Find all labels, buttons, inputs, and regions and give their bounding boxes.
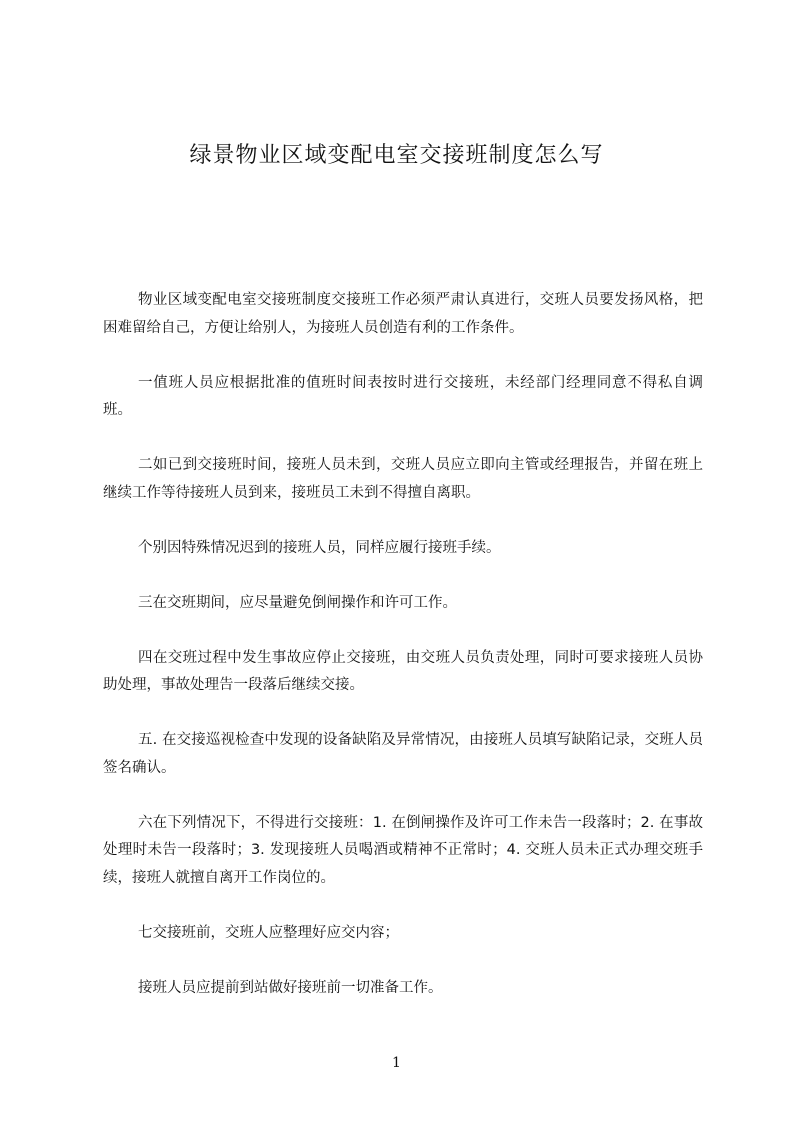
page-number: 1 — [392, 1055, 401, 1071]
paragraph-preparation: 接班人员应提前到站做好接班前一切准备工作。 — [138, 979, 443, 996]
paragraph-rule-5: 五. 在交接巡视检查中发现的设备缺陷及异常情况，由接班人员填写缺陷记录，交班人员签名确认。 — [103, 732, 703, 776]
document-title: 绿景物业区域变配电室交接班制度怎么写 — [189, 143, 604, 168]
paragraph-intro: 物业区域变配电室交接班制度交接班工作必须严肃认真进行，交班人员要发扬风格，把困难留给自己，方便让给别人，为接班人员创造有利的工作条件。 — [103, 292, 703, 336]
paragraph-rule-3: 三在交班期间，应尽量避免倒闸操作和许可工作。 — [138, 594, 457, 611]
paragraph-rule-2: 二如已到交接班时间，接班人员未到，交班人员应立即向主管或经理报告，并留在班上继续工作等待接班人员到来，接班员工未到不得擅自离职。 — [103, 457, 703, 501]
paragraph-rule-4: 四在交班过程中发生事故应停止交接班，由交班人员负责处理，同时可要求接班人员协助处理，事故处理告一段落后继续交接。 — [103, 649, 703, 693]
paragraph-late-arrival: 个别因特殊情况迟到的接班人员，同样应履行接班手续。 — [138, 539, 501, 556]
paragraph-rule-1: 一值班人员应根据批准的值班时间表按时进行交接班，未经部门经理同意不得私自调班。 — [103, 374, 703, 418]
paragraph-rule-6: 六在下列情况下，不得进行交接班：1. 在倒闸操作及许可工作未告一段落时；2. 在事故处理时未告一段落时；3. 发现接班人员喝酒或精神不正常时；4. 交班人员未正式办理交班手续，接班人就擅自离开工作岗位的。 — [103, 814, 703, 886]
paragraph-rule-7: 七交接班前，交班人应整理好应交内容； — [138, 924, 399, 941]
document-body — [103, 287, 703, 1030]
